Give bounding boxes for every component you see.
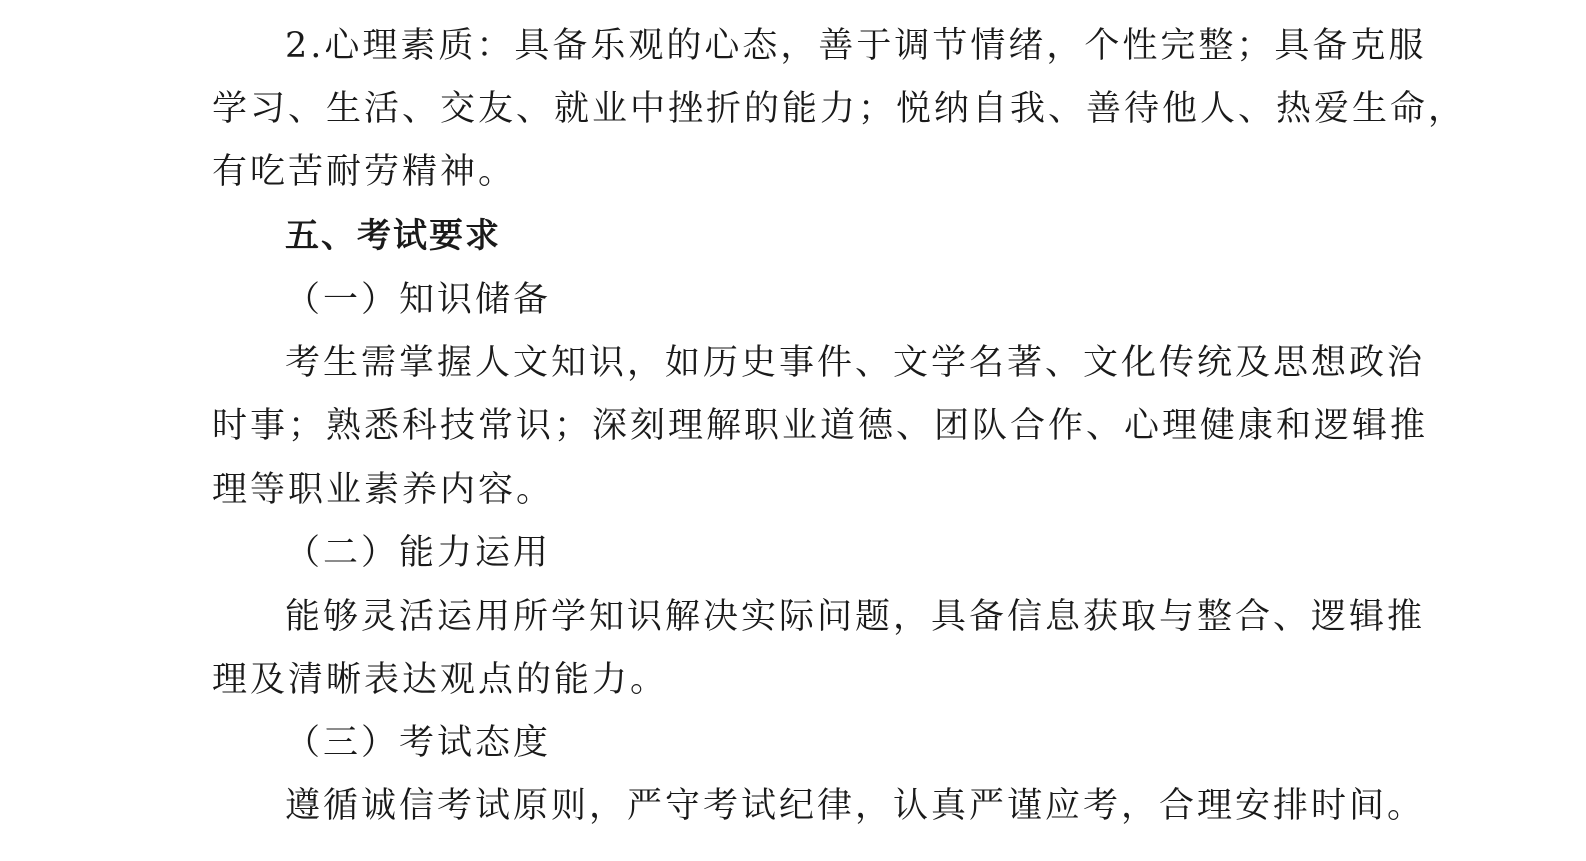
subsection-heading-knowledge: （一）知识储备 xyxy=(285,280,552,320)
ability-paragraph-line-1: 能够灵活运用所学知识解决实际问题，具备信息获取与整合、逻辑推 xyxy=(285,597,1426,637)
ability-paragraph-line-2: 理及清晰表达观点的能力。 xyxy=(212,660,669,700)
psych-paragraph-line-2: 学习、生活、交友、就业中挫折的能力；悦纳自我、善待他人、热爱生命， xyxy=(212,89,1467,129)
psych-paragraph-line-3: 有吃苦耐劳精神。 xyxy=(212,152,517,192)
psych-paragraph-line-1: 2.心理素质：具备乐观的心态，善于调节情绪，个性完整；具备克服 xyxy=(285,26,1427,66)
knowledge-paragraph-line-2: 时事；熟悉科技常识；深刻理解职业道德、团队合作、心理健康和逻辑推 xyxy=(212,406,1429,446)
attitude-paragraph-line-1: 遵循诚信考试原则，严守考试纪律，认真严谨应考，合理安排时间。 xyxy=(285,786,1426,826)
subsection-heading-ability: （二）能力运用 xyxy=(285,533,552,573)
subsection-heading-attitude: （三）考试态度 xyxy=(285,723,552,763)
knowledge-paragraph-line-1: 考生需掌握人文知识，如历史事件、文学名著、文化传统及思想政治 xyxy=(285,343,1426,383)
knowledge-paragraph-line-3: 理等职业素养内容。 xyxy=(212,470,555,510)
section-heading: 五、考试要求 xyxy=(285,216,501,256)
